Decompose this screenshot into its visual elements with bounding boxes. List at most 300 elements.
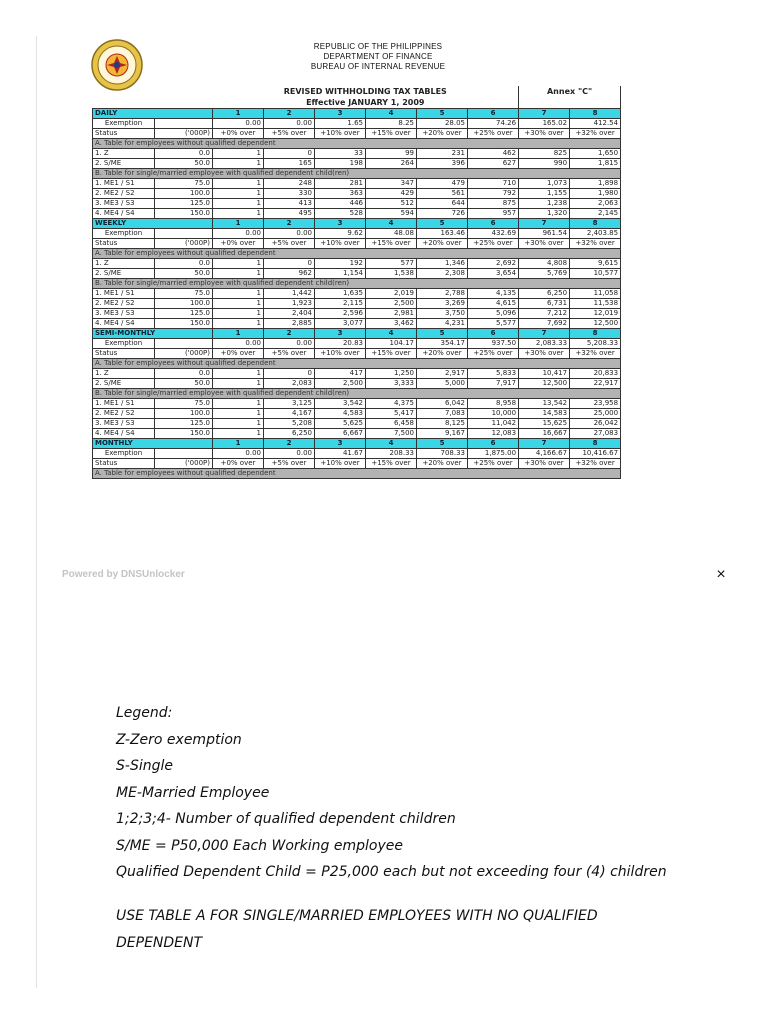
section-a-label: A. Table for employees without qualified dependent — [93, 139, 621, 149]
tax-value: 2,145 — [570, 209, 621, 219]
exemption-label: Exemption — [93, 449, 155, 459]
table-row — [93, 429, 621, 439]
tax-value: 1 — [213, 399, 264, 409]
tax-value: 4,375 — [366, 399, 417, 409]
tax-value: 9,615 — [570, 259, 621, 269]
rate-value: +10% over — [315, 349, 366, 359]
tax-table-image — [88, 36, 622, 568]
tax-value: 2,019 — [366, 289, 417, 299]
bracket-column-header: 1 — [213, 439, 264, 449]
header-line: REPUBLIC OF THE PHILIPPINES — [313, 42, 443, 51]
section-b-row — [93, 169, 621, 179]
rate-value: +32% over — [570, 129, 621, 139]
legend-spacer — [116, 886, 716, 903]
section-b-label: B. Table for single/married employee with qualified dependent child(ren) — [93, 389, 621, 399]
table-row — [93, 159, 621, 169]
tax-value: 26,042 — [570, 419, 621, 429]
bracket-column-header: 6 — [468, 109, 519, 119]
tax-value: 1,635 — [315, 289, 366, 299]
legend-note: USE TABLE A FOR SINGLE/MARRIED EMPLOYEES WITH NO QUALIFIED DEPENDENT — [116, 907, 598, 951]
tax-value: 7,212 — [519, 309, 570, 319]
bracket-column-header: 2 — [264, 439, 315, 449]
table-row — [93, 179, 621, 189]
tax-value: 577 — [366, 259, 417, 269]
exemption-amount: 150.0 — [155, 319, 213, 329]
bracket-column-header: 7 — [519, 439, 570, 449]
unit-label: ('000P) — [155, 349, 213, 359]
tax-value: 248 — [264, 179, 315, 189]
exemption-amount: 150.0 — [155, 429, 213, 439]
status-label: Status — [93, 239, 155, 249]
period-header-row — [93, 219, 621, 229]
tax-value: 1,923 — [264, 299, 315, 309]
tax-value: 1 — [213, 259, 264, 269]
bracket-column-header: 6 — [468, 219, 519, 229]
rate-value: +5% over — [264, 459, 315, 469]
rate-value: +10% over — [315, 129, 366, 139]
tax-value: 14,583 — [519, 409, 570, 419]
tax-value: 2,788 — [417, 289, 468, 299]
exemption-amount: 0.0 — [155, 259, 213, 269]
bracket-column-header: 7 — [519, 329, 570, 339]
period-header-row — [93, 329, 621, 339]
tax-value: 1,980 — [570, 189, 621, 199]
bracket-column-header: 8 — [570, 109, 621, 119]
tax-value: 11,058 — [570, 289, 621, 299]
tax-value: 1,154 — [315, 269, 366, 279]
bracket-column-header: 8 — [570, 439, 621, 449]
section-b-row — [93, 279, 621, 289]
tax-value: 165 — [264, 159, 315, 169]
tax-value: 4,135 — [468, 289, 519, 299]
tax-value: 7,500 — [366, 429, 417, 439]
exemption-value: 0.00 — [264, 119, 315, 129]
exemption-amount: 75.0 — [155, 399, 213, 409]
tax-value: 1 — [213, 269, 264, 279]
tax-value: 1 — [213, 299, 264, 309]
bracket-column-header: 3 — [315, 109, 366, 119]
bracket-column-header: 4 — [366, 219, 417, 229]
rate-value: +20% over — [417, 459, 468, 469]
bracket-column-header: 3 — [315, 219, 366, 229]
rate-value: +20% over — [417, 239, 468, 249]
bracket-column-header: 4 — [366, 109, 417, 119]
table-row — [93, 419, 621, 429]
tax-value: 479 — [417, 179, 468, 189]
status-code: 3. ME3 / S3 — [93, 199, 155, 209]
exemption-value: 432.69 — [468, 229, 519, 239]
exemption-row — [93, 449, 621, 459]
tax-value: 1,346 — [417, 259, 468, 269]
tax-value: 1 — [213, 369, 264, 379]
exemption-amount: 100.0 — [155, 189, 213, 199]
tax-value: 825 — [519, 149, 570, 159]
tax-value: 10,577 — [570, 269, 621, 279]
tax-value: 446 — [315, 199, 366, 209]
tax-value: 3,125 — [264, 399, 315, 409]
exemption-value: 0.00 — [213, 449, 264, 459]
exemption-amount: 100.0 — [155, 299, 213, 309]
tax-value: 2,500 — [366, 299, 417, 309]
tax-value: 264 — [366, 159, 417, 169]
exemption-value: 961.54 — [519, 229, 570, 239]
exemption-amount: 50.0 — [155, 159, 213, 169]
section-a-label: A. Table for employees without qualified dependent — [93, 359, 621, 369]
tax-value: 417 — [315, 369, 366, 379]
rate-value: +32% over — [570, 239, 621, 249]
tax-value: 10,417 — [519, 369, 570, 379]
tax-value: 1,898 — [570, 179, 621, 189]
section-a-label: A. Table for employees without qualified dependent — [93, 469, 621, 479]
bracket-column-header: 7 — [519, 219, 570, 229]
blank-cell — [155, 119, 213, 129]
tax-value: 962 — [264, 269, 315, 279]
tax-value: 12,500 — [519, 379, 570, 389]
section-a-row — [93, 469, 621, 479]
exemption-value: 48.08 — [366, 229, 417, 239]
tax-value: 347 — [366, 179, 417, 189]
tax-value: 3,269 — [417, 299, 468, 309]
exemption-value: 354.17 — [417, 339, 468, 349]
tax-value: 192 — [315, 259, 366, 269]
bracket-column-header: 2 — [264, 329, 315, 339]
tax-value: 875 — [468, 199, 519, 209]
rate-value: +32% over — [570, 349, 621, 359]
exemption-value: 708.33 — [417, 449, 468, 459]
bir-seal-icon — [90, 38, 144, 92]
tax-value: 198 — [315, 159, 366, 169]
section-b-label: B. Table for single/married employee with qualified dependent child(ren) — [93, 279, 621, 289]
tax-value: 99 — [366, 149, 417, 159]
tax-value: 1,238 — [519, 199, 570, 209]
status-code: 4. ME4 / S4 — [93, 319, 155, 329]
bracket-column-header: 2 — [264, 219, 315, 229]
tax-value: 5,769 — [519, 269, 570, 279]
bracket-column-header: 6 — [468, 329, 519, 339]
status-row — [93, 459, 621, 469]
tax-value: 429 — [366, 189, 417, 199]
rate-value: +15% over — [366, 459, 417, 469]
status-code: 4. ME4 / S4 — [93, 209, 155, 219]
tax-value: 1 — [213, 309, 264, 319]
exemption-amount: 100.0 — [155, 409, 213, 419]
rate-value: +15% over — [366, 129, 417, 139]
tax-value: 3,077 — [315, 319, 366, 329]
tax-value: 5,000 — [417, 379, 468, 389]
tax-value: 4,231 — [417, 319, 468, 329]
table-row — [93, 149, 621, 159]
status-code: 1. Z — [93, 259, 155, 269]
exemption-value: 4,166.67 — [519, 449, 570, 459]
tax-value: 6,667 — [315, 429, 366, 439]
exemption-value: 10,416.67 — [570, 449, 621, 459]
unit-label: ('000P) — [155, 239, 213, 249]
rate-value: +30% over — [519, 459, 570, 469]
rate-value: +0% over — [213, 129, 264, 139]
tax-value: 627 — [468, 159, 519, 169]
legend-line: Z-Zero exemption — [116, 731, 242, 748]
period-name: MONTHLY — [93, 439, 213, 449]
table-row — [93, 269, 621, 279]
status-code: 1. Z — [93, 369, 155, 379]
exemption-label: Exemption — [93, 229, 155, 239]
tax-value: 6,458 — [366, 419, 417, 429]
exemption-value: 5,208.33 — [570, 339, 621, 349]
tax-value: 1 — [213, 289, 264, 299]
tax-value: 8,125 — [417, 419, 468, 429]
blank-cell — [93, 97, 213, 109]
tax-value: 2,404 — [264, 309, 315, 319]
legend-title: Legend: — [116, 705, 173, 721]
tax-value: 2,500 — [315, 379, 366, 389]
tax-value: 3,333 — [366, 379, 417, 389]
tax-value: 11,042 — [468, 419, 519, 429]
tax-value: 2,596 — [315, 309, 366, 319]
bracket-column-header: 5 — [417, 109, 468, 119]
exemption-amount: 50.0 — [155, 379, 213, 389]
tax-value: 4,583 — [315, 409, 366, 419]
tax-value: 396 — [417, 159, 468, 169]
close-ad-button[interactable]: × — [716, 566, 726, 583]
period-name: DAILY — [93, 109, 213, 119]
rate-value: +25% over — [468, 129, 519, 139]
exemption-amount: 75.0 — [155, 289, 213, 299]
rate-value: +15% over — [366, 239, 417, 249]
tax-value: 231 — [417, 149, 468, 159]
rate-value: +10% over — [315, 459, 366, 469]
tax-value: 413 — [264, 199, 315, 209]
tax-value: 7,917 — [468, 379, 519, 389]
table-row — [93, 299, 621, 309]
tax-value: 5,096 — [468, 309, 519, 319]
rate-value: +25% over — [468, 239, 519, 249]
tax-value: 1,320 — [519, 209, 570, 219]
rate-value: +5% over — [264, 349, 315, 359]
rate-value: +25% over — [468, 349, 519, 359]
tax-value: 2,981 — [366, 309, 417, 319]
rate-value: +0% over — [213, 239, 264, 249]
tax-value: 6,042 — [417, 399, 468, 409]
tax-value: 792 — [468, 189, 519, 199]
period-name: SEMI-MONTHLY — [93, 329, 213, 339]
exemption-value: 9.62 — [315, 229, 366, 239]
tax-value: 25,000 — [570, 409, 621, 419]
effective-date: Effective JANUARY 1, 2009 — [306, 98, 425, 107]
tax-value: 1,250 — [366, 369, 417, 379]
status-code: 2. S/ME — [93, 159, 155, 169]
tax-value: 12,500 — [570, 319, 621, 329]
rate-value: +0% over — [213, 349, 264, 359]
exemption-amount: 125.0 — [155, 309, 213, 319]
tax-value: 990 — [519, 159, 570, 169]
tax-value: 6,731 — [519, 299, 570, 309]
bracket-column-header: 5 — [417, 329, 468, 339]
section-a-row — [93, 139, 621, 149]
status-code: 2. S/ME — [93, 379, 155, 389]
tax-value: 5,625 — [315, 419, 366, 429]
bracket-column-header: 2 — [264, 109, 315, 119]
table-title-row — [93, 86, 621, 97]
tax-value: 8,958 — [468, 399, 519, 409]
rate-value: +5% over — [264, 239, 315, 249]
tax-value: 1 — [213, 319, 264, 329]
tax-value: 2,917 — [417, 369, 468, 379]
tax-value: 15,625 — [519, 419, 570, 429]
status-code: 3. ME3 / S3 — [93, 419, 155, 429]
tax-value: 7,692 — [519, 319, 570, 329]
blank-cell — [519, 97, 621, 109]
section-a-label: A. Table for employees without qualified dependent — [93, 249, 621, 259]
status-code: 2. ME2 / S2 — [93, 299, 155, 309]
tax-value: 0 — [264, 149, 315, 159]
exemption-value: 0.00 — [213, 339, 264, 349]
rate-value: +5% over — [264, 129, 315, 139]
ad-attribution: Powered by DNSUnlocker — [62, 569, 185, 580]
exemption-value: 208.33 — [366, 449, 417, 459]
tax-value: 1 — [213, 199, 264, 209]
exemption-amount: 75.0 — [155, 179, 213, 189]
tax-value: 12,083 — [468, 429, 519, 439]
exemption-value: 412.54 — [570, 119, 621, 129]
tax-value: 330 — [264, 189, 315, 199]
section-a-row — [93, 359, 621, 369]
table-row — [93, 289, 621, 299]
tax-value: 5,577 — [468, 319, 519, 329]
tax-value: 2,308 — [417, 269, 468, 279]
section-b-label: B. Table for single/married employee with qualified dependent child(ren) — [93, 169, 621, 179]
rate-value: +30% over — [519, 239, 570, 249]
exemption-amount: 150.0 — [155, 209, 213, 219]
tax-value: 1,442 — [264, 289, 315, 299]
table-row — [93, 409, 621, 419]
table-title: REVISED WITHHOLDING TAX TABLES — [283, 87, 447, 96]
exemption-value: 0.00 — [213, 119, 264, 129]
exemption-amount: 125.0 — [155, 199, 213, 209]
tax-value: 462 — [468, 149, 519, 159]
tax-value: 12,019 — [570, 309, 621, 319]
tax-value: 0 — [264, 369, 315, 379]
bracket-column-header: 3 — [315, 439, 366, 449]
period-name: WEEKLY — [93, 219, 213, 229]
bracket-column-header: 1 — [213, 109, 264, 119]
tax-value: 6,250 — [519, 289, 570, 299]
status-label: Status — [93, 459, 155, 469]
bracket-column-header: 1 — [213, 329, 264, 339]
tax-value: 1,073 — [519, 179, 570, 189]
table-row — [93, 189, 621, 199]
table-row — [93, 309, 621, 319]
bracket-column-header: 4 — [366, 329, 417, 339]
rate-value: +30% over — [519, 349, 570, 359]
tax-value: 1 — [213, 409, 264, 419]
tax-value: 23,958 — [570, 399, 621, 409]
section-a-row — [93, 249, 621, 259]
tax-value: 6,250 — [264, 429, 315, 439]
exemption-value: 0.00 — [264, 339, 315, 349]
rate-value: +20% over — [417, 129, 468, 139]
exemption-value: 1,875.00 — [468, 449, 519, 459]
tax-value: 27,083 — [570, 429, 621, 439]
annex-label: Annex "C" — [519, 86, 621, 97]
exemption-value: 104.17 — [366, 339, 417, 349]
legend-line: Qualified Dependent Child = P25,000 each but not exceeding four (4) children — [116, 864, 667, 880]
exemption-value: 163.46 — [417, 229, 468, 239]
tax-value: 1 — [213, 419, 264, 429]
exemption-row — [93, 229, 621, 239]
table-row — [93, 319, 621, 329]
withholding-tax-table — [92, 86, 621, 479]
exemption-value: 2,403.85 — [570, 229, 621, 239]
header-line: BUREAU OF INTERNAL REVENUE — [310, 62, 446, 71]
tax-value: 1 — [213, 379, 264, 389]
exemption-row — [93, 119, 621, 129]
tax-value: 1 — [213, 429, 264, 439]
tax-value: 1 — [213, 179, 264, 189]
unit-label: ('000P) — [155, 129, 213, 139]
tax-value: 10,000 — [468, 409, 519, 419]
status-code: 1. ME1 / S1 — [93, 289, 155, 299]
tax-value: 1 — [213, 159, 264, 169]
tax-value: 363 — [315, 189, 366, 199]
tax-value: 1,650 — [570, 149, 621, 159]
tax-value: 1 — [213, 209, 264, 219]
exemption-label: Exemption — [93, 339, 155, 349]
rate-value: +32% over — [570, 459, 621, 469]
bracket-column-header: 1 — [213, 219, 264, 229]
tax-value: 3,654 — [468, 269, 519, 279]
table-row — [93, 369, 621, 379]
period-header-row — [93, 439, 621, 449]
tax-value: 1,155 — [519, 189, 570, 199]
exemption-amount: 0.0 — [155, 369, 213, 379]
tax-value: 1,815 — [570, 159, 621, 169]
unit-label: ('000P) — [155, 459, 213, 469]
blank-cell — [155, 339, 213, 349]
legend-line: S-Single — [116, 758, 173, 774]
rate-value: +20% over — [417, 349, 468, 359]
tax-value: 710 — [468, 179, 519, 189]
bracket-column-header: 5 — [417, 439, 468, 449]
exemption-value: 165.02 — [519, 119, 570, 129]
tax-value: 13,542 — [519, 399, 570, 409]
exemption-amount: 0.0 — [155, 149, 213, 159]
document-header — [238, 42, 518, 72]
tax-value: 0 — [264, 259, 315, 269]
rate-value: +0% over — [213, 459, 264, 469]
section-b-row — [93, 389, 621, 399]
tax-value: 20,833 — [570, 369, 621, 379]
tax-value: 3,750 — [417, 309, 468, 319]
tax-value: 4,167 — [264, 409, 315, 419]
exemption-value: 28.05 — [417, 119, 468, 129]
status-code: 1. ME1 / S1 — [93, 179, 155, 189]
tax-value: 2,692 — [468, 259, 519, 269]
tax-value: 281 — [315, 179, 366, 189]
tax-value: 4,615 — [468, 299, 519, 309]
legend-line: S/ME = P50,000 Each Working employee — [116, 837, 403, 854]
bracket-column-header: 4 — [366, 439, 417, 449]
legend-line: 1;2;3;4- Number of qualified dependent children — [116, 811, 456, 827]
blank-cell — [155, 229, 213, 239]
table-row — [93, 399, 621, 409]
rate-value: +25% over — [468, 459, 519, 469]
tax-value: 7,083 — [417, 409, 468, 419]
tax-value: 5,417 — [366, 409, 417, 419]
exemption-amount: 50.0 — [155, 269, 213, 279]
tax-value: 495 — [264, 209, 315, 219]
exemption-row — [93, 339, 621, 349]
status-row — [93, 129, 621, 139]
